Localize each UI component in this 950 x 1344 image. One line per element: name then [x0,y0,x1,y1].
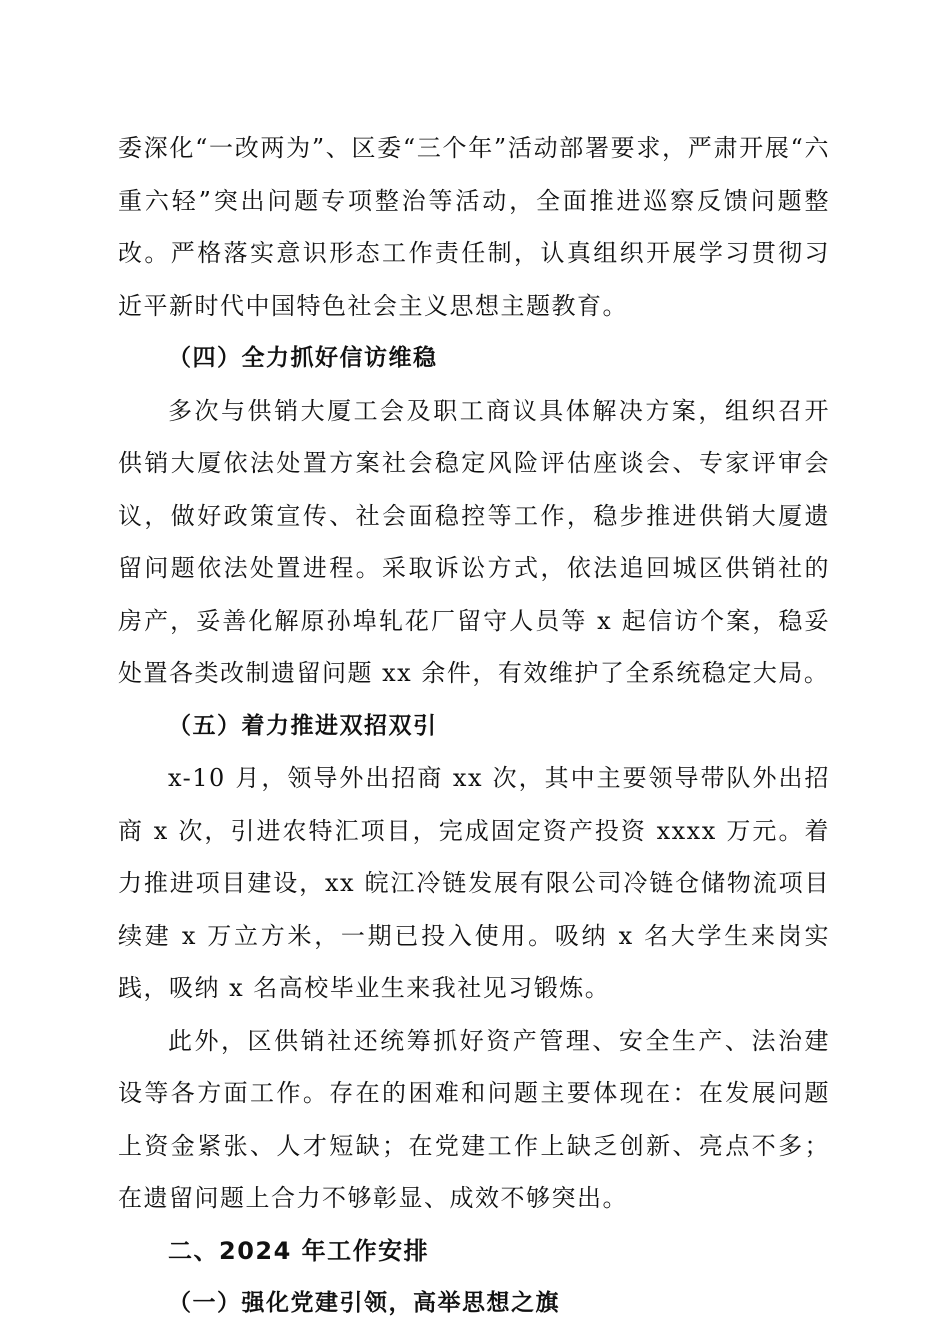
chapter-heading-2024-plan: 二、2024 年工作安排 [168,1236,430,1265]
section-heading-petition-stability: （四）全力抓好信访维稳 [168,345,438,371]
section-heading-party-leadership: （一）强化党建引领，高举思想之旗 [168,1290,560,1316]
document-page [118,122,830,1330]
paragraph-petition-stability: 多次与供销大厦工会及职工商议具体解决方案，组织召开供销大厦依法处置方案社会稳定风险评估座谈会、专家评审会议，做好政策宣传、社会面稳控等工作，稳步推进供销大厦遗留问题依法处置进程。采取诉讼方式，依法追回城区供销社的房产，妥善化解原孙埠轧花厂留守人员等 x 起信访个案，稳妥处置各类改制遗留问题 xx 余件，有效维护了全系统稳定大局。 [118,396,830,687]
section-heading-investment-talent: （五）着力推进双招双引 [168,712,438,739]
paragraph-investment-talent: x-10 月，领导外出招商 xx 次，其中主要领导带队外出招商 x 次，引进农特汇项目，完成固定资产投资 xxxx 万元。着力推进项目建设，xx 皖江冷链发展有限公司冷链仓储物流项目续建 x 万立方米，一期已投入使用。吸纳 x 名大学生来岗实践，吸纳 x 名高校毕业生来我社见习锻炼。 [118,764,830,1002]
paragraph-problems-summary: 此外，区供销社还统筹抓好资产管理、安全生产、法治建设等各方面工作。存在的困难和问题主要体现在：在发展问题上资金紧张、人才短缺；在党建工作上缺乏创新、亮点不多；在遗留问题上合力不够彰显、成效不够突出。 [118,1026,830,1212]
paragraph-party-building-continued: 委深化“一改两为”、区委“三个年”活动部署要求，严肃开展“六重六轻”突出问题专项整治等活动，全面推进巡察反馈问题整改。严格落实意识形态工作责任制，认真组织开展学习贯彻习近平新时代中国特色社会主义思想主题教育。 [118,134,830,320]
